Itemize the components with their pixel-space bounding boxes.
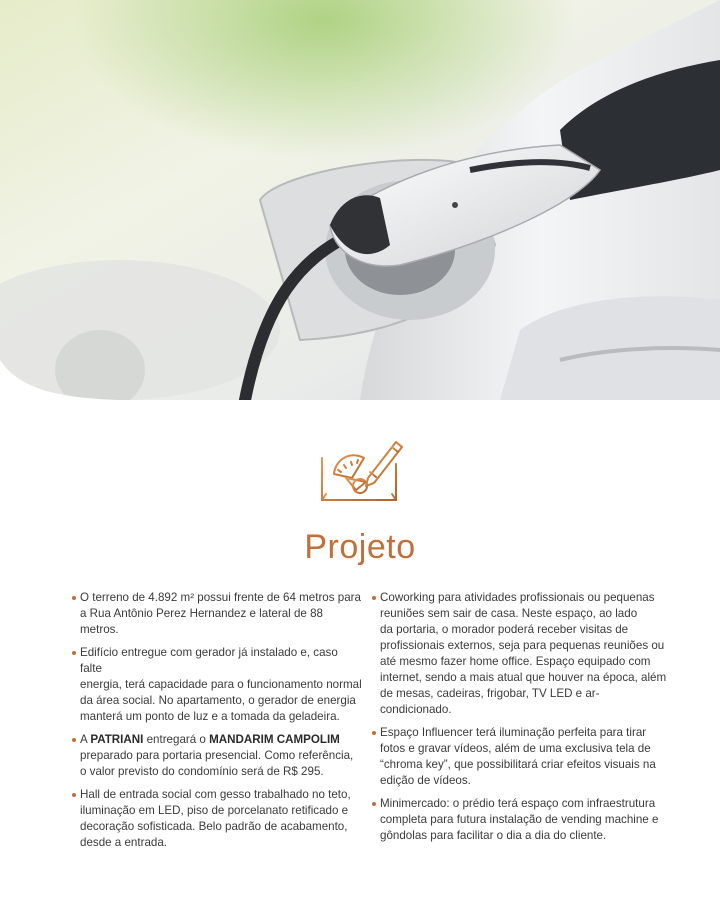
bullet-icon [372,802,376,806]
list-item [372,590,668,718]
list-item-text: Coworking para atividades profissionais ou pequenas reuniões sem sair de casa. Neste espaço, ao lado da portaria, o morador poderá receber visitas de profissionais externos, seja para pequenas reuniões ou até mesmo fazer home office. Espaço equipado com internet, sendo a mais atual que houver na época, além de mesas, cadeiras, frigobar, TV LED e ar-condicionado. [380,591,667,716]
list-item [72,787,362,851]
list-item-text: Minimercado: o prédio terá espaço com infraestrutura completa para futura instalação de vending machine e gôndolas para facilitar o dia a dia do cliente. [380,797,659,842]
list-item-text: O terreno de 4.892 m² possui frente de 64 metros para a Rua Antônio Perez Hernandez e lateral de 88 metros. [80,591,361,636]
list-item [72,590,362,638]
bullet-icon [72,738,76,742]
bullet-icon [372,731,376,735]
list-item [372,725,668,789]
design-tools-icon [316,428,404,504]
brand-patriani: PATRIANI [90,733,144,746]
hero-curve [0,0,720,400]
bullet-icon [72,651,76,655]
list-item [72,732,362,780]
list-item-text: Hall de entrada social com gesso trabalhado no teto, iluminação em LED, piso de porcelanato retificado e decoração sofisticada. Belo padrão de acabamento, desde a entrada. [80,788,351,849]
list-item-text: A PATRIANI entregará o MANDARIM CAMPOLIM preparado para portaria presencial. Como referência, o valor previsto do condomínio será de R$ 295. [80,733,354,778]
left-column [72,590,362,858]
list-item [372,796,668,844]
bullet-icon [72,596,76,600]
list-item-text: Edifício entregue com gerador já instalado e, caso falte energia, terá capacidade para o funcionamento normal da área social. No apartamento, o gerador de energia manterá um ponto de luz e a tomada da geladeira. [80,646,362,723]
bullet-icon [72,793,76,797]
brand-mandarim-campolim: MANDARIM CAMPOLIM [209,733,340,746]
list-item-text: Espaço Influencer terá iluminação perfeita para tirar fotos e gravar vídeos, além de uma exclusiva tela de “chroma key”, que possibilitará criar efeitos visuais na edição de vídeos. [380,726,656,787]
right-column [372,590,668,851]
list-item [72,645,362,725]
section-title: Projeto [304,528,416,566]
bullet-icon [372,596,376,600]
hero-photo [0,0,720,400]
